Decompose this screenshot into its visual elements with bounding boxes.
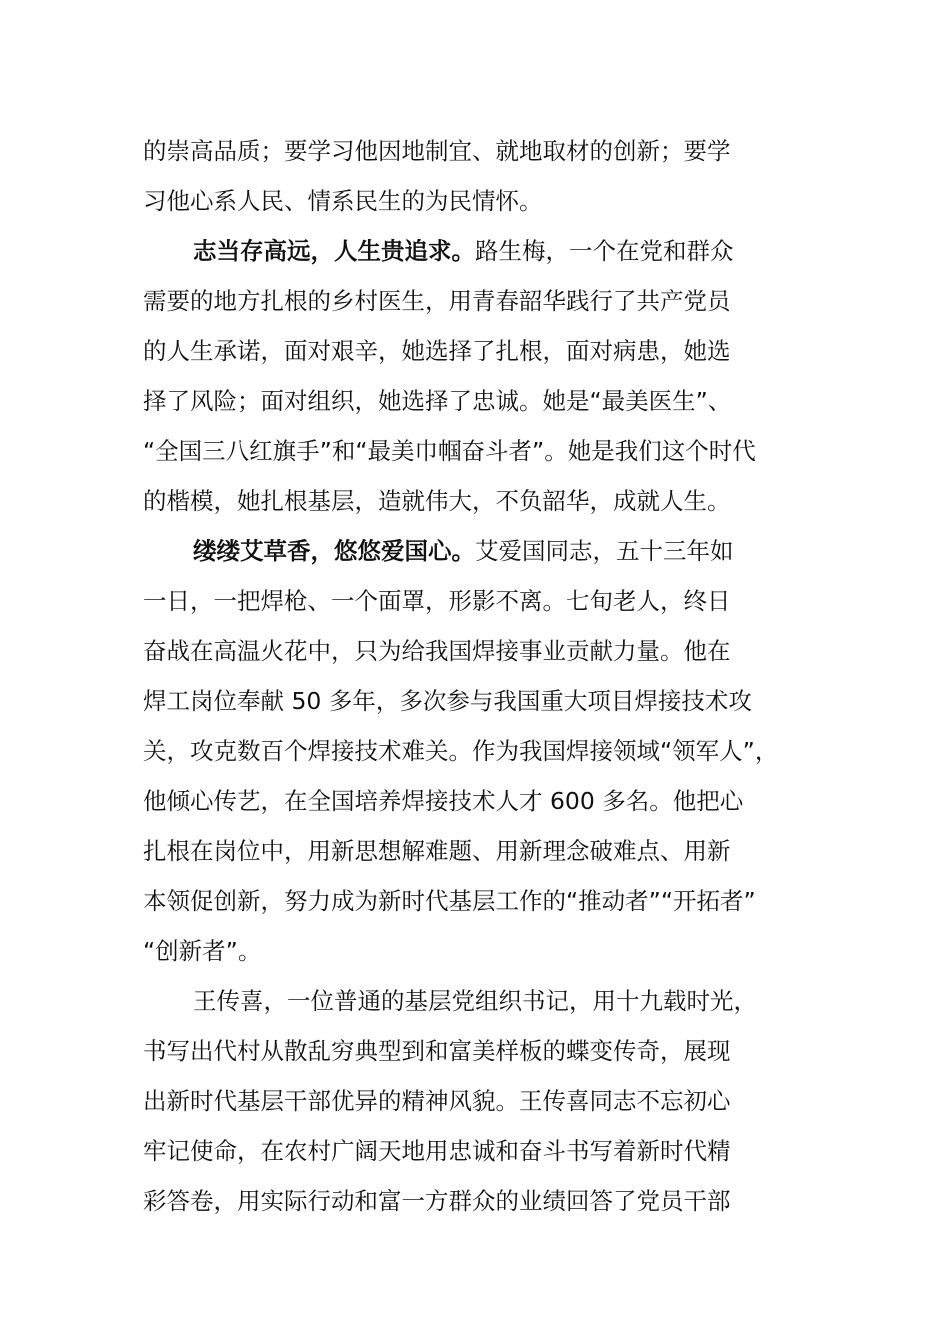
text-line: 他倾心传艺，在全国培养焊接技术人才 600 多名。他把心 xyxy=(143,787,744,815)
text-line: “创新者”。 xyxy=(143,937,262,965)
text-line: 书写出代村从散乱穷典型到和富美样板的蝶变传奇，展现 xyxy=(143,1037,731,1065)
text-line: 的崇高品质；要学习他因地制宜、就地取材的创新；要学 xyxy=(143,137,731,165)
text-line: 的楷模，她扎根基层，造就伟大，不负韶华，成就人生。 xyxy=(143,487,731,515)
paragraph-heading: 缕缕艾草香，悠悠爱国心。 xyxy=(193,537,475,565)
paragraph-lu-first-line xyxy=(143,226,823,276)
text-line: 出新时代基层干部优异的精神风貌。王传喜同志不忘初心 xyxy=(143,1087,731,1115)
paragraph-wang-first-line: 王传喜，一位普通的基层党组织书记，用十九载时光， xyxy=(193,987,757,1015)
paragraph-text: 艾爱国同志，五十三年如 xyxy=(475,537,734,565)
document-body xyxy=(143,126,823,1226)
text-line: 扎根在岗位中，用新思想解难题、用新理念破难点、用新 xyxy=(143,837,731,865)
text-line: 本领促创新，努力成为新时代基层工作的“推动者”“开拓者” xyxy=(143,887,756,915)
text-line: 需要的地方扎根的乡村医生，用青春韶华践行了共产党员 xyxy=(143,287,731,315)
text-line: 习他心系人民、情系民生的为民情怀。 xyxy=(143,187,543,215)
paragraph-heading: 志当存高远，人生贵追求。 xyxy=(193,237,475,265)
paragraph-ai-first-line xyxy=(143,526,823,576)
text-line: 焊工岗位奉献 50 多年，多次参与我国重大项目焊接技术攻 xyxy=(143,687,752,715)
text-line: 奋战在高温火花中，只为给我国焊接事业贡献力量。他在 xyxy=(143,637,731,665)
text-line: 一日，一把焊枪、一个面罩，形影不离。七旬老人，终日 xyxy=(143,587,731,615)
text-line: 彩答卷，用实际行动和富一方群众的业绩回答了党员干部 xyxy=(143,1187,731,1215)
text-line: “全国三八红旗手”和“最美巾帼奋斗者”。她是我们这个时代 xyxy=(143,437,756,465)
text-line: 牢记使命，在农村广阔天地用忠诚和奋斗书写着新时代精 xyxy=(143,1137,731,1165)
text-line: 择了风险；面对组织，她选择了忠诚。她是“最美医生”、 xyxy=(143,387,732,415)
text-line: 的人生承诺，面对艰辛，她选择了扎根，面对病患，她选 xyxy=(143,337,731,365)
paragraph-text: 路生梅，一个在党和群众 xyxy=(475,237,734,265)
text-line: 关，攻克数百个焊接技术难关。作为我国焊接领域“领军人”， xyxy=(143,737,779,765)
